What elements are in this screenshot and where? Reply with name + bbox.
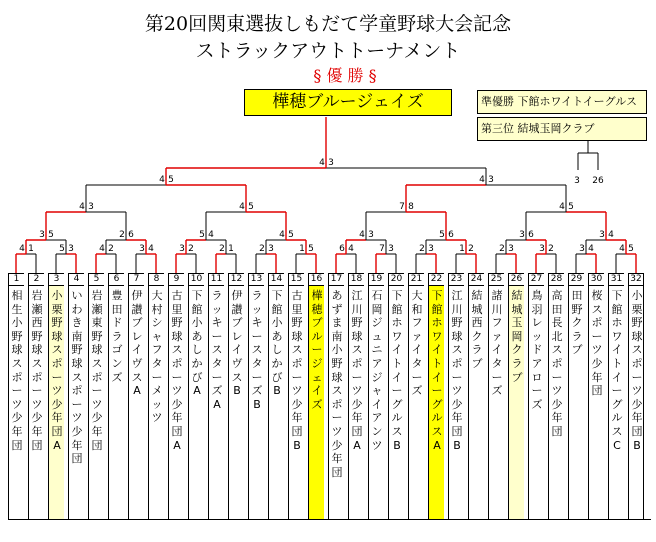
team-name: いわき南野球スポーツ少年団: [71, 289, 83, 466]
team-number: 32: [628, 273, 644, 286]
team-number: 14: [268, 273, 284, 286]
team-cell: [608, 286, 624, 519]
score-label: 5: [308, 244, 314, 254]
team-name: 結城玉岡クラブ: [511, 289, 523, 384]
score-label: 2: [119, 230, 125, 240]
team-number: 28: [548, 273, 564, 286]
team-cell: [288, 286, 304, 519]
score-label: 5: [439, 230, 445, 240]
score-label: 2: [419, 244, 425, 254]
team-number: 15: [288, 273, 304, 286]
champion-heading: § 優 勝 §: [313, 66, 377, 85]
team-cell: [128, 286, 144, 519]
team-number: 23: [448, 273, 464, 286]
team-cell: [208, 286, 224, 519]
score-label: 3: [488, 175, 494, 185]
team-cell: [408, 286, 424, 519]
score-label: 3: [368, 230, 374, 240]
score-label: 1: [299, 244, 305, 254]
score-label: 5: [288, 230, 294, 240]
score-label: 3: [179, 244, 185, 254]
score-label: 3: [139, 244, 145, 254]
score-label: 6: [339, 244, 345, 254]
score-label: 3: [508, 244, 514, 254]
score-label: 3: [68, 244, 74, 254]
score-label: 5: [248, 202, 254, 212]
team-number: 30: [588, 273, 604, 286]
score-label: 6: [448, 230, 454, 240]
team-cell: [308, 286, 324, 519]
team-cell: [48, 286, 64, 519]
team-name: 下館ホワイトイーグルスC: [611, 289, 623, 452]
score-label: 1: [459, 244, 465, 254]
score-label: 3: [88, 202, 94, 212]
team-name: 鳥羽レッドアローズ: [531, 289, 543, 411]
team-cell: [548, 286, 564, 519]
score-label: 4: [319, 158, 325, 168]
score-label: 6: [528, 230, 534, 240]
team-name: 伊讃ブレイヴスB: [231, 289, 243, 398]
champion-box: 樺穂ブルージェイズ: [244, 89, 452, 116]
team-cell: [588, 286, 604, 519]
team-name: 下館ホワイトイーグルスB: [391, 289, 403, 452]
team-name: 岩瀬西野球スポーツ少年団: [31, 289, 43, 452]
score-label: 2: [108, 244, 114, 254]
team-name: 小栗野球スポーツ少年団B: [631, 289, 643, 452]
score-label: 4: [588, 244, 594, 254]
team-name: 豊田ドラゴンズ: [111, 289, 123, 384]
team-number: 10: [188, 273, 204, 286]
team-name: ラッキースターズB: [251, 289, 263, 411]
team-number: 31: [608, 273, 624, 286]
score-label: 4: [559, 202, 565, 212]
score-label: 2: [188, 244, 194, 254]
team-cell: [468, 286, 484, 519]
team-name: 桜スポーツ少年団: [591, 289, 603, 398]
team-cell: [168, 286, 184, 519]
team-number: 1: [8, 273, 24, 286]
team-cell: [268, 286, 284, 519]
team-name: 樺穂ブルージェイズ: [311, 289, 323, 411]
team-cell: [628, 286, 644, 519]
score-label: 7: [379, 244, 385, 254]
score-label: 3: [539, 244, 545, 254]
team-number: 4: [68, 273, 84, 286]
table-bottom-border: [8, 519, 651, 520]
team-number: 7: [128, 273, 144, 286]
score-label: 7: [399, 202, 405, 212]
team-cell: [88, 286, 104, 519]
team-cell: [508, 286, 524, 519]
score-label: 4: [19, 244, 25, 254]
score-label: 6: [128, 230, 134, 240]
runner-up-box: 準優勝 下館ホワイトイーグルス: [477, 90, 647, 114]
team-cell: [568, 286, 584, 519]
team-number: 8: [148, 273, 164, 286]
score-label: 3: [328, 158, 334, 168]
team-name: 古里野球スポーツ少年団A: [171, 289, 183, 452]
score-label: 4: [159, 175, 165, 185]
team-name: 小栗野球スポーツ少年団A: [51, 289, 63, 452]
team-number: 13: [248, 273, 264, 286]
team-name: 諸川ファイターズ: [491, 289, 503, 398]
team-number: 26: [508, 273, 524, 286]
team-cell: [488, 286, 504, 519]
team-cell: [8, 286, 24, 519]
score-label: 4: [79, 202, 85, 212]
team-cell: [148, 286, 164, 519]
score-label: 2: [468, 244, 474, 254]
score-label: 4: [619, 244, 625, 254]
team-number: 5: [88, 273, 104, 286]
score-label: 5: [199, 230, 205, 240]
team-cell: [328, 286, 344, 519]
team-cell: [348, 286, 364, 519]
team-number: 25: [488, 273, 504, 286]
team-number: 9: [168, 273, 184, 286]
team-number: 20: [388, 273, 404, 286]
team-number: 21: [408, 273, 424, 286]
score-label: 3: [574, 176, 580, 186]
score-label: 3: [388, 244, 394, 254]
score-label: 3: [428, 244, 434, 254]
score-label: 5: [59, 244, 65, 254]
team-cell: [28, 286, 44, 519]
score-label: 1: [228, 244, 234, 254]
team-cell: [368, 286, 384, 519]
team-name: あずま南小野球スポーツ少年団: [331, 289, 343, 479]
score-label: 4: [208, 230, 214, 240]
score-label: 4: [99, 244, 105, 254]
team-cell: [388, 286, 404, 519]
team-number: 11: [208, 273, 224, 286]
third-place-box: 第三位 結城玉岡クラブ: [477, 117, 647, 141]
team-name: 江川野球スポーツ少年団B: [451, 289, 463, 452]
team-name: 結城西クラブ: [471, 289, 483, 370]
score-label: 3: [39, 230, 45, 240]
team-cell: [108, 286, 124, 519]
team-cell: [228, 286, 244, 519]
score-label: 2: [219, 244, 225, 254]
team-name: 江川野球スポーツ少年団A: [351, 289, 363, 452]
team-cell: [448, 286, 464, 519]
score-label: 3: [599, 230, 605, 240]
score-label: 4: [348, 244, 354, 254]
score-label: 4: [279, 230, 285, 240]
score-label: 8: [408, 202, 414, 212]
team-name: ラッキースターズA: [211, 289, 223, 411]
score-label: 2: [548, 244, 554, 254]
score-label: 5: [168, 175, 174, 185]
score-label: 5: [48, 230, 54, 240]
team-number: 24: [468, 273, 484, 286]
team-name: 田野クラブ: [571, 289, 583, 357]
page-title: 第20回関東選抜しもだて学童野球大会記念: [144, 13, 512, 35]
team-number: 6: [108, 273, 124, 286]
score-label: 5: [568, 202, 574, 212]
team-name: 岩瀬東野球スポーツ少年団: [91, 289, 103, 452]
team-name: 古里野球スポーツ少年団B: [291, 289, 303, 452]
score-label: 4: [148, 244, 154, 254]
score-label: 2: [259, 244, 265, 254]
score-label: 4: [359, 230, 365, 240]
team-cell: [428, 286, 444, 519]
team-name: 相生小野球スポーツ少年団: [11, 289, 23, 452]
score-label: 3: [519, 230, 525, 240]
score-label: 4: [479, 175, 485, 185]
team-cell: [68, 286, 84, 519]
team-number: 19: [368, 273, 384, 286]
team-number: 12: [228, 273, 244, 286]
team-name: 高田長北スポーツ少年団: [551, 289, 563, 438]
team-number: 22: [428, 273, 444, 286]
team-name: 下館ホワイトイーグルスA: [431, 289, 443, 452]
team-number: 18: [348, 273, 364, 286]
team-name: 下館小あしかびA: [191, 289, 203, 398]
score-label: 4: [239, 202, 245, 212]
score-label: 5: [628, 244, 634, 254]
team-number: 17: [328, 273, 344, 286]
page-subtitle: ストラックアウトトーナメント: [195, 40, 461, 62]
team-number: 3: [48, 273, 64, 286]
team-cell: [248, 286, 264, 519]
team-number: 29: [568, 273, 584, 286]
team-name: 大和ファイターズ: [411, 289, 423, 398]
team-name: 下館小あしかびB: [271, 289, 283, 398]
score-label: 26: [592, 176, 604, 186]
score-label: 4: [608, 230, 614, 240]
team-name: 伊讃ブレイヴスA: [131, 289, 143, 398]
score-label: 1: [28, 244, 34, 254]
team-cell: [528, 286, 544, 519]
team-number: 2: [28, 273, 44, 286]
score-label: 3: [268, 244, 274, 254]
team-number: 16: [308, 273, 324, 286]
score-label: 2: [499, 244, 505, 254]
team-number: 27: [528, 273, 544, 286]
team-cell: [188, 286, 204, 519]
score-label: 3: [579, 244, 585, 254]
team-name: 石岡ジュニアジャイアンツ: [371, 289, 383, 452]
team-name: 大村シャフターメッツ: [151, 289, 163, 425]
